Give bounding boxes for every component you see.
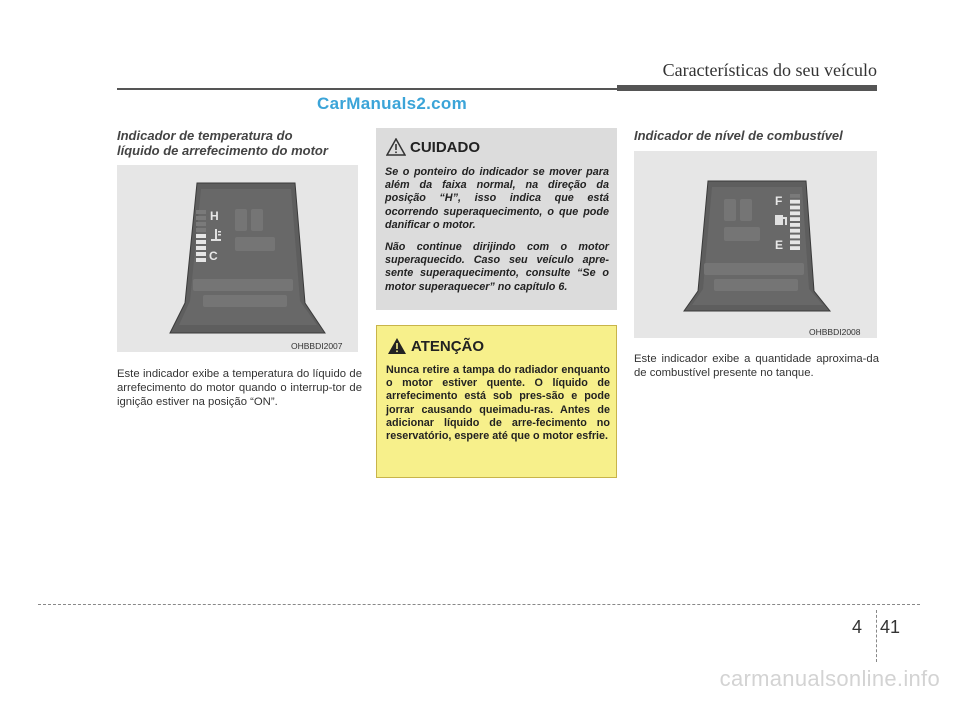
warning-label: ATENÇÃO [411, 337, 485, 355]
caution-paragraph-1: Se o ponteiro do indicador se mover para além da faixa normal, na direção da posição “H”, isso indica que está ocorrendo superaquecimento, o que pode danificar o motor. [385, 166, 609, 231]
warning-box [376, 325, 617, 478]
temperature-gauge-svg [117, 165, 358, 352]
warning-paragraph: Nunca retire a tampa do radiador enquanto o motor estiver quente. O líquido de arrefecimento está sob pres-são e pode jorrar causando queimadu-ras. Antes de adicionar líquido de arre-fecimento no reservatório, espere até que o motor esfrie. [386, 364, 610, 443]
gauge-segment [790, 217, 800, 221]
temperature-body-text: Este indicador exibe a temperatura do líquido de arrefecimento do motor quando o interrup-tor de ignição estiver na posição “ON”. [117, 368, 362, 408]
header-rule-thick [617, 85, 877, 91]
caution-box [376, 128, 617, 310]
fuel-section-title: Indicador de nível de combustível [634, 128, 843, 143]
gauge-segment [790, 235, 800, 239]
watermark-top: CarManuals2.com [317, 94, 467, 113]
gauge-segment [790, 200, 800, 204]
gauge-segment [790, 194, 800, 198]
warning-header [387, 337, 484, 355]
fuel-gauge-label-bottom: E [775, 238, 784, 252]
temperature-gauge-image [117, 165, 358, 352]
gauge-segment [790, 246, 800, 250]
caution-header [386, 138, 480, 156]
page-header-title: Características do seu veículo [662, 60, 877, 80]
page-number: 41 [880, 617, 901, 637]
gauge-segment [790, 211, 800, 215]
watermark-bottom: carmanualsonline.info [719, 666, 940, 691]
gauge-segment [196, 246, 206, 250]
header-rule [117, 88, 617, 90]
fuel-image-code: OHBBDI2008 [809, 327, 861, 337]
fuel-gauge-image [634, 151, 877, 338]
temperature-image-code: OHBBDI2007 [291, 341, 343, 351]
gauge-segment [790, 240, 800, 244]
gauge-segment [196, 234, 206, 238]
temperature-section-title [117, 128, 362, 158]
chapter-number: 4 [852, 617, 863, 637]
gauge-segment [196, 210, 206, 214]
gauge-segment [790, 206, 800, 210]
gauge-segment [790, 229, 800, 233]
caution-paragraph-2: Não continue dirijindo com o motor superaquecido. Caso seu veículo apre-sente superaquecimento, consulte “Se o motor superaquecer” no capítulo 6. [385, 241, 609, 293]
page-number-divider [876, 610, 877, 662]
fuel-body-text: Este indicador exibe a quantidade aproxima-da de combustível presente no tanque. [634, 353, 879, 379]
gauge-segment [196, 252, 206, 256]
fuel-gauge-svg [634, 151, 877, 338]
temperature-gauge-label-bottom: C [209, 249, 218, 263]
gauge-segment [196, 228, 206, 232]
caution-label: CUIDADO [410, 138, 480, 156]
gauge-segment [196, 222, 206, 226]
gauge-segment [196, 216, 206, 220]
warning-triangle-icon [387, 337, 407, 355]
temperature-gauge-bars [196, 210, 206, 262]
caution-triangle-icon [386, 138, 406, 156]
gauge-segment [196, 240, 206, 244]
footer-rule [38, 604, 920, 605]
fuel-gauge-label-top: F [775, 194, 783, 208]
temperature-title-line2: líquido de arrefecimento do motor [117, 143, 328, 158]
gauge-segment [196, 258, 206, 262]
gauge-segment [790, 223, 800, 227]
temperature-gauge-label-top: H [210, 209, 219, 223]
temperature-title-line1: Indicador de temperatura do [117, 128, 293, 143]
